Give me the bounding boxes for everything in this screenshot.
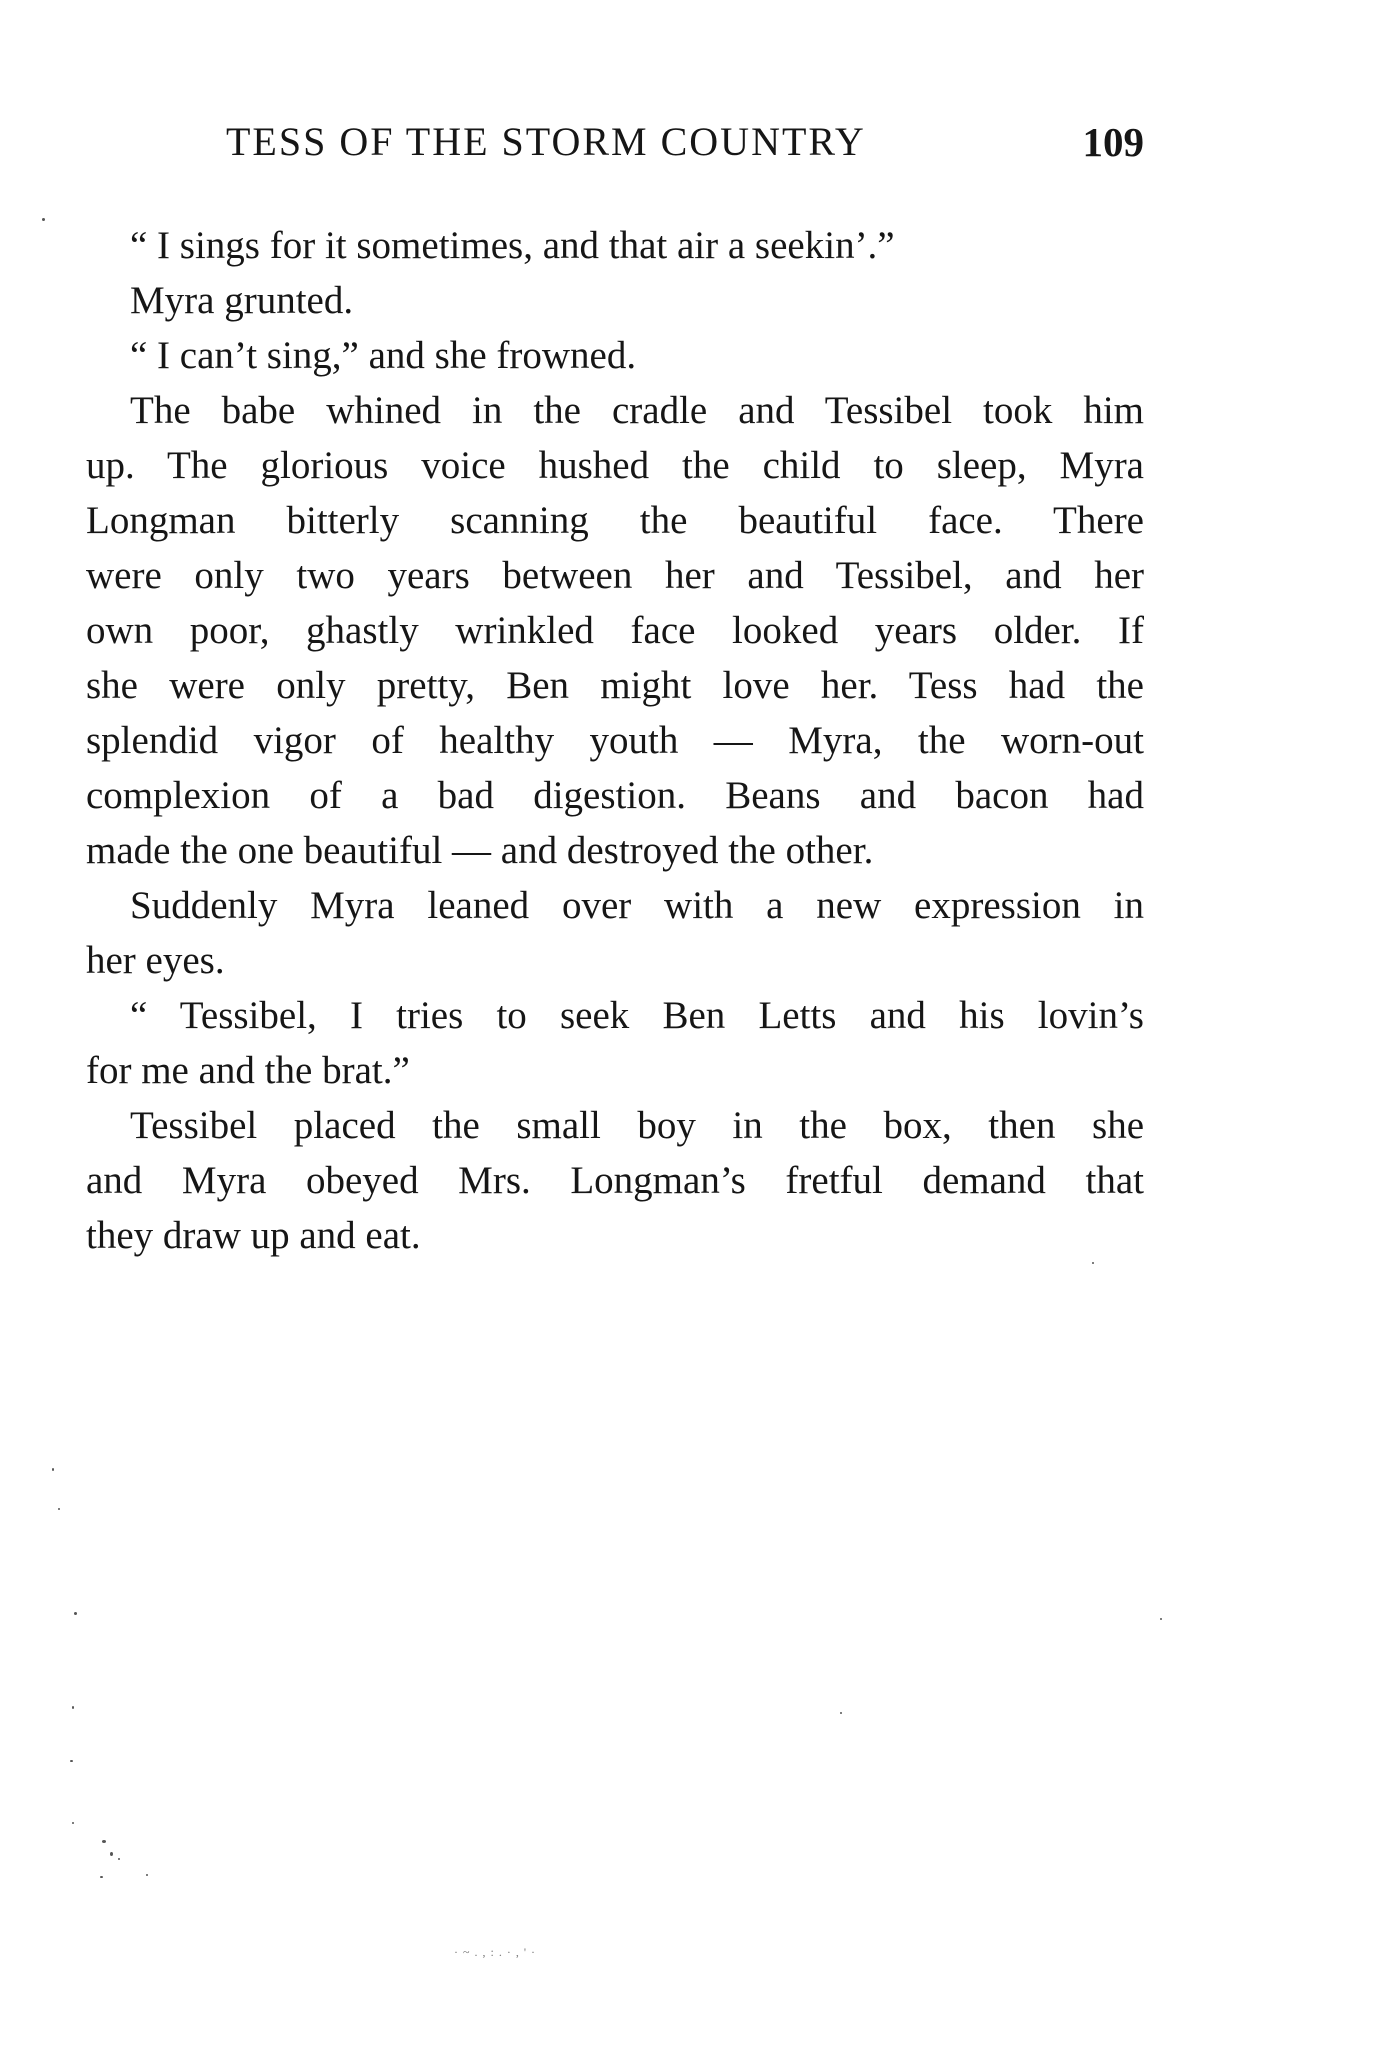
text-line: she were only pretty, Ben might love her. Tess had the <box>86 664 1144 707</box>
text-line: Suddenly Myra leaned over with a new expression in <box>130 884 1144 927</box>
text-line: Tessibel placed the small boy in the box, then she <box>130 1104 1144 1147</box>
scan-speck <box>118 1858 120 1860</box>
text-line: they draw up and eat. <box>86 1214 421 1257</box>
text-line: her eyes. <box>86 939 225 982</box>
scan-speck <box>58 1508 60 1510</box>
text-line: “ I can’t sing,” and she frowned. <box>130 334 637 377</box>
text-line: complexion of a bad digestion. Beans and bacon had <box>86 774 1144 817</box>
scan-speck <box>70 1760 73 1762</box>
text-line: “ I sings for it sometimes, and that air a seekin’.” <box>130 224 895 267</box>
scan-speck <box>1160 1618 1162 1620</box>
scan-speck <box>72 1706 74 1709</box>
text-line: splendid vigor of healthy youth — Myra, the worn-out <box>86 719 1144 762</box>
bottom-smudge: · ~ . , : . · , ' · <box>454 1945 536 1959</box>
scan-speck <box>110 1852 113 1856</box>
text-line: The babe whined in the cradle and Tessibel took him <box>130 389 1144 432</box>
scan-speck <box>102 1840 106 1843</box>
running-head <box>226 118 1144 168</box>
text-line: were only two years between her and Tessibel, and her <box>86 554 1144 597</box>
scan-speck <box>74 1612 77 1615</box>
text-line: Myra grunted. <box>130 279 354 322</box>
scan-speck <box>146 1874 148 1876</box>
body-text <box>86 218 1144 1263</box>
page-number: 109 <box>1082 119 1144 165</box>
text-line: up. The glorious voice hushed the child to sleep, Myra <box>86 444 1144 487</box>
text-line: made the one beautiful — and destroyed the other. <box>86 829 874 872</box>
scan-speck <box>1092 1262 1094 1264</box>
scan-speck <box>72 1822 74 1824</box>
scan-speck <box>840 1712 842 1714</box>
text-line: “ Tessibel, I tries to seek Ben Letts and his lovin’s <box>130 994 1144 1037</box>
scan-speck <box>42 218 45 221</box>
scan-speck <box>100 1876 103 1878</box>
text-line: and Myra obeyed Mrs. Longman’s fretful demand that <box>86 1159 1144 1202</box>
scan-speck <box>52 1468 54 1471</box>
text-line: own poor, ghastly wrinkled face looked years older. If <box>86 609 1144 652</box>
running-title: TESS OF THE STORM COUNTRY <box>226 119 866 164</box>
text-line: Longman bitterly scanning the beautiful face. There <box>86 499 1144 542</box>
text-line: for me and the brat.” <box>86 1049 410 1092</box>
